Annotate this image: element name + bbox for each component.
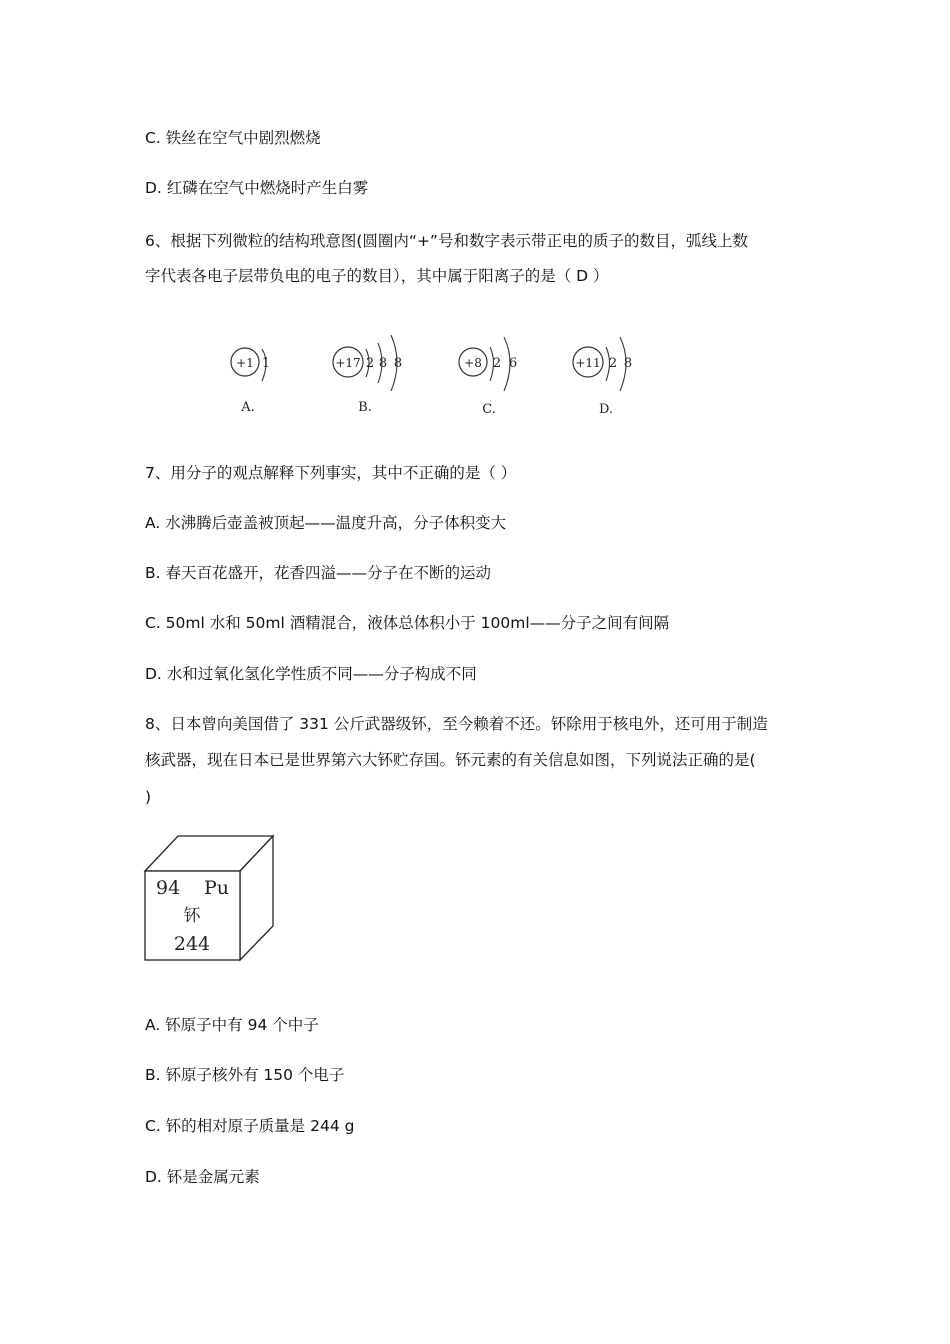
q7-option-c: C. 50ml 水和 50ml 酒精混合，液体总体积小于 100ml——分子之间有间隔 [145,614,670,632]
diagram-a [231,348,270,415]
diagram-b-label: B. [358,400,372,415]
element-atomic-number: 94 [156,877,181,899]
diagram-c [459,337,517,417]
diagram-d-nucleus: +11 [575,356,601,370]
diagram-c-electron-1: 2 [492,356,502,371]
q5-option-c: C. 铁丝在空气中剧烈燃烧 [145,129,321,147]
q8-option-d: D. 钚是金属元素 [145,1168,260,1186]
q8-stem-line3: ) [145,788,152,806]
diagram-c-electron-2: 6 [508,356,518,371]
q7-option-b: B. 春天百花盛开，花香四溢——分子在不断的运动 [145,564,491,582]
q8-stem-line1: 8、日本曾向美国借了 331 公斤武器级钚，至今赖着不还。钚除用于核电外，还可用于制造 [145,715,768,733]
diagram-c-nucleus: +8 [464,356,482,370]
diagram-b-electron-1: 2 [365,356,375,371]
q8-option-b: B. 钚原子核外有 150 个电子 [145,1066,345,1084]
q8-stem-line2: 核武器，现在日本已是世界第六大钚贮存国。钚元素的有关信息如图，下列说法正确的是( [145,751,756,769]
diagram-a-label: A. [241,400,255,415]
diagram-d-electron-2: 8 [623,356,633,371]
diagram-b-nucleus: +17 [335,356,361,370]
atom-structure-diagrams [0,325,950,425]
q7-option-a: A. 水沸腾后壶盖被顶起——温度升高，分子体积变大 [145,514,507,532]
diagram-d-label: D. [598,402,614,417]
diagram-a-electron-1: 1 [261,356,271,371]
q7-stem: 7、用分子的观点解释下列事实，其中不正确的是（ ） [145,464,517,482]
element-cube [140,832,280,962]
diagram-c-label: C. [482,402,496,417]
diagram-b-electron-2: 8 [378,356,388,371]
q6-stem-line2: 字代表各电子层带负电的电子的数目），其中属于阳离子的是（ D ） [145,267,609,285]
q5-option-d: D. 红磷在空气中燃烧时产生白雾 [145,179,369,197]
q7-option-d: D. 水和过氧化氢化学性质不同——分子构成不同 [145,665,477,683]
diagram-b-electron-3: 8 [393,356,403,371]
diagram-b [333,335,402,415]
q6-stem-line1: 6、根据下列微粒的结构玳意图(圆圈内“+”号和数字表示带正电的质子的数目，弧线上数 [145,232,748,250]
diagram-a-nucleus: +1 [236,356,254,370]
element-atomic-mass: 244 [173,933,211,955]
element-symbol: Pu [204,877,230,899]
element-name: 钚 [183,906,201,926]
diagram-d [573,337,632,417]
q8-option-a: A. 钚原子中有 94 个中子 [145,1016,319,1034]
q8-option-c: C. 钚的相对原子质量是 244 g [145,1117,355,1135]
diagram-d-electron-1: 2 [608,356,618,371]
